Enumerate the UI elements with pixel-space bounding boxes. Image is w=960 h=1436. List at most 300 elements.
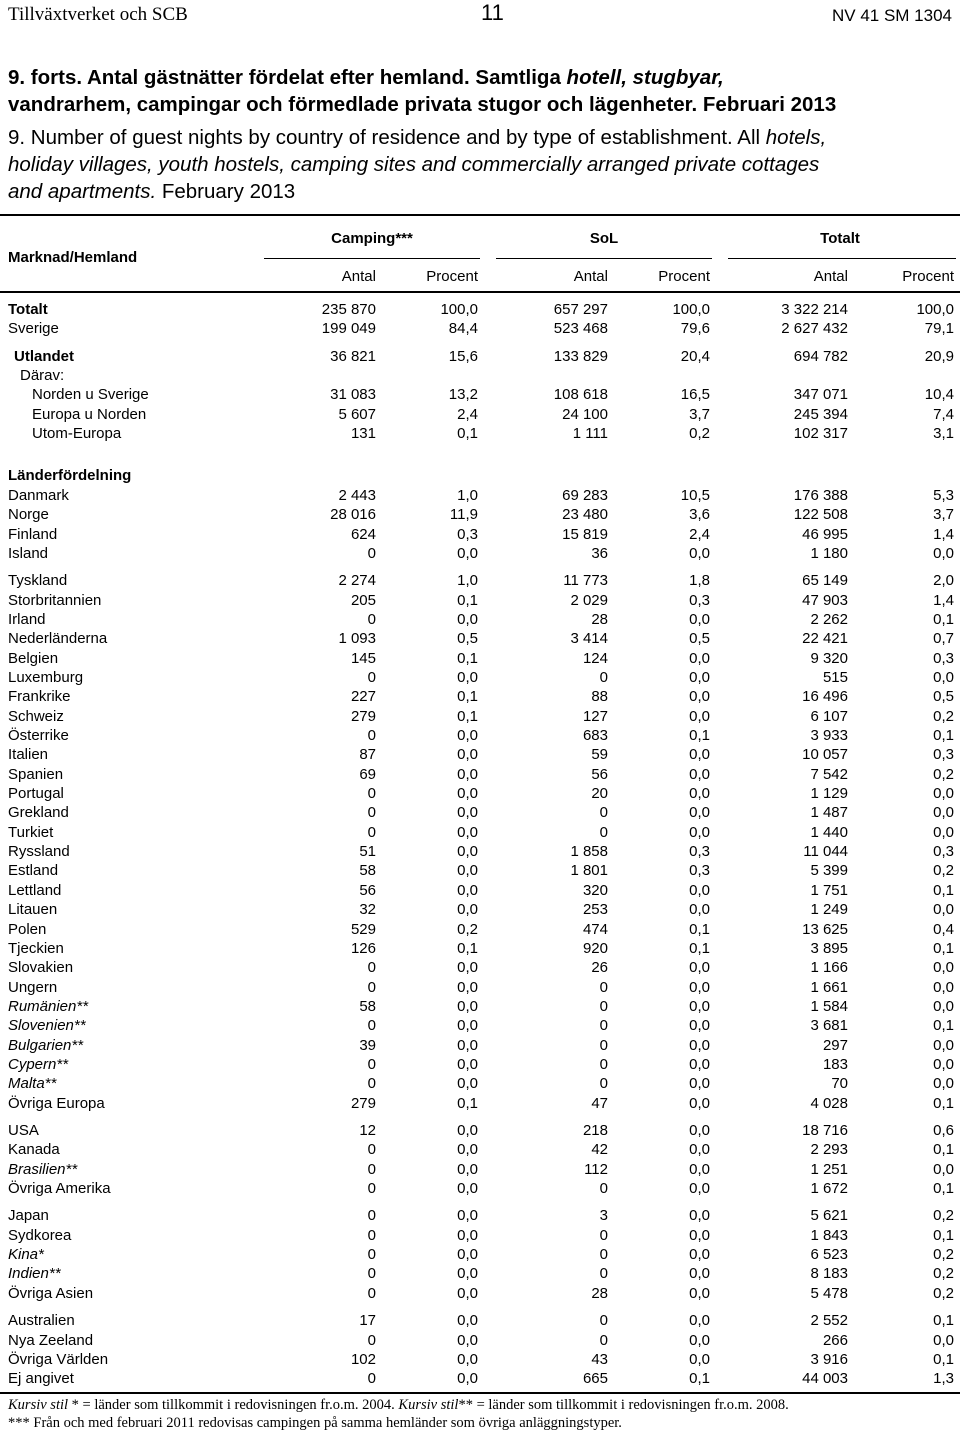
cell-sol-antal: 15 819 (562, 525, 608, 543)
cell-sol-antal: 0 (599, 997, 608, 1015)
cell-totalt-procent: 0,0 (933, 997, 954, 1015)
cell-sol-antal: 474 (582, 920, 608, 938)
cell-totalt-procent: 10,4 (924, 386, 954, 404)
cell-sol-antal: 523 468 (553, 320, 608, 338)
row-label: Polen (8, 920, 47, 938)
cell-sol-antal: 0 (599, 1075, 608, 1093)
cell-sol-procent: 0,0 (689, 1055, 710, 1073)
cell-camping-procent: 0,1 (457, 707, 478, 725)
cell-sol-procent: 0,0 (689, 1094, 710, 1112)
cell-sol-procent: 20,4 (680, 347, 710, 365)
cell-sol-procent: 0,0 (689, 997, 710, 1015)
cell-camping-procent: 0,0 (457, 1017, 478, 1035)
cell-totalt-procent: 0,0 (933, 1036, 954, 1054)
cell-totalt-procent: 1,4 (933, 525, 954, 543)
cell-camping-procent: 1,0 (457, 486, 478, 504)
cell-sol-procent: 0,0 (689, 1180, 710, 1198)
cell-sol-procent: 0,0 (689, 881, 710, 899)
cell-camping-antal: 0 (367, 1207, 376, 1225)
cell-camping-antal: 279 (350, 707, 376, 725)
cell-totalt-procent: 0,2 (933, 707, 954, 725)
row-label: Danmark (8, 486, 69, 504)
cell-camping-antal: 205 (350, 591, 376, 609)
row-label: Spanien (8, 765, 64, 783)
group-rule-totalt (728, 258, 956, 259)
cell-totalt-antal: 70 (831, 1075, 848, 1093)
cell-sol-antal: 133 829 (553, 347, 608, 365)
cell-sol-procent: 0,0 (689, 610, 710, 628)
group-header-totalt: Totalt (820, 230, 860, 247)
cell-sol-procent: 0,0 (689, 544, 710, 562)
cell-totalt-procent: 1,4 (933, 591, 954, 609)
cell-totalt-antal: 266 (822, 1331, 848, 1349)
row-label: Ej angivet (8, 1370, 74, 1388)
cell-camping-procent: 0,0 (457, 785, 478, 803)
cell-totalt-antal: 1 249 (810, 901, 848, 919)
cell-sol-antal: 0 (599, 978, 608, 996)
cell-camping-antal: 0 (367, 1141, 376, 1159)
cell-sol-procent: 0,0 (689, 668, 710, 686)
cell-sol-antal: 0 (599, 1055, 608, 1073)
cell-totalt-antal: 5 399 (810, 862, 848, 880)
cell-totalt-antal: 1 180 (810, 544, 848, 562)
cell-camping-antal: 58 (359, 862, 376, 880)
row-label: Slovenien** (8, 1017, 86, 1035)
row-label: Japan (8, 1207, 49, 1225)
subheader-camping-procent: Procent (426, 268, 478, 285)
footnote-1: Kursiv stil * = länder som tillkommit i redovisningen fr.o.m. 2004. Kursiv stil** = länder som tillkommit i redovisningen fr.o.m. 2008. (8, 1397, 789, 1413)
cell-sol-procent: 0,0 (689, 901, 710, 919)
cell-sol-antal: 28 (591, 610, 608, 628)
row-label: Österrike (8, 727, 69, 744)
cell-sol-procent: 0,0 (689, 823, 710, 841)
cell-totalt-procent: 0,2 (933, 1284, 954, 1302)
cell-totalt-antal: 2 627 432 (781, 320, 848, 338)
cell-camping-antal: 235 870 (321, 301, 376, 318)
cell-totalt-antal: 515 (822, 668, 848, 686)
cell-camping-antal: 0 (367, 544, 376, 562)
cell-totalt-antal: 297 (822, 1036, 848, 1054)
row-label: Norge (8, 506, 49, 524)
cell-totalt-procent: 0,0 (933, 804, 954, 822)
cell-camping-antal: 0 (367, 727, 376, 744)
cell-camping-procent: 0,0 (457, 843, 478, 861)
cell-sol-antal: 0 (599, 1226, 608, 1244)
cell-sol-procent: 0,0 (689, 959, 710, 977)
cell-camping-procent: 13,2 (448, 386, 478, 404)
cell-sol-procent: 2,4 (689, 525, 710, 543)
cell-sol-antal: 253 (582, 901, 608, 919)
cell-camping-antal: 0 (367, 978, 376, 996)
cell-camping-procent: 0,0 (457, 1226, 478, 1244)
cell-totalt-procent: 0,0 (933, 668, 954, 686)
row-label: Ryssland (8, 843, 70, 861)
cell-sol-antal: 218 (582, 1122, 608, 1139)
cell-totalt-procent: 0,1 (933, 1141, 954, 1159)
cell-sol-antal: 20 (591, 785, 608, 803)
row-label: Turkiet (8, 823, 54, 841)
cell-camping-procent: 0,0 (457, 1075, 478, 1093)
cell-totalt-procent: 0,1 (933, 939, 954, 957)
cell-totalt-antal: 44 003 (802, 1370, 848, 1388)
cell-camping-antal: 17 (359, 1312, 376, 1330)
cell-sol-antal: 28 (591, 1284, 608, 1302)
cell-camping-procent: 0,1 (457, 425, 478, 443)
cell-totalt-antal: 5 478 (810, 1284, 848, 1302)
cell-sol-procent: 0,0 (689, 978, 710, 996)
cell-totalt-antal: 11 044 (803, 843, 848, 861)
cell-camping-procent: 0,1 (457, 688, 478, 706)
row-label: Utlandet (14, 347, 74, 365)
cell-totalt-procent: 5,3 (933, 486, 954, 504)
row-label: Litauen (8, 901, 58, 919)
row-label: Irland (8, 610, 46, 628)
cell-camping-antal: 12 (359, 1122, 376, 1139)
cell-camping-antal: 51 (359, 843, 376, 861)
row-label: Belgien (8, 649, 59, 667)
cell-camping-procent: 0,2 (457, 920, 478, 938)
cell-totalt-procent: 0,0 (933, 1075, 954, 1093)
cell-totalt-antal: 3 322 214 (781, 301, 848, 318)
group-header-sol: SoL (589, 230, 619, 247)
row-label: Estland (8, 862, 59, 880)
cell-totalt-antal: 22 421 (802, 630, 848, 648)
cell-camping-procent: 84,4 (448, 320, 478, 338)
cell-sol-procent: 0,0 (689, 1141, 710, 1159)
cell-camping-procent: 0,5 (457, 630, 478, 648)
cell-camping-antal: 0 (367, 1265, 376, 1283)
cell-sol-procent: 0,1 (689, 920, 710, 938)
row-label: Norden u Sverige (32, 386, 149, 404)
cell-camping-antal: 87 (359, 746, 376, 764)
cell-sol-procent: 0,1 (689, 1370, 710, 1388)
cell-totalt-procent: 1,3 (933, 1370, 954, 1388)
cell-sol-procent: 0,0 (689, 1017, 710, 1035)
cell-sol-procent: 0,0 (689, 1246, 710, 1264)
cell-totalt-antal: 47 903 (802, 591, 848, 609)
cell-camping-antal: 69 (359, 765, 376, 783)
row-label: Italien (8, 746, 49, 764)
cell-sol-antal: 108 618 (553, 386, 608, 404)
cell-camping-antal: 0 (367, 1226, 376, 1244)
cell-camping-antal: 624 (350, 525, 376, 543)
cell-totalt-antal: 6 523 (810, 1246, 848, 1264)
cell-sol-antal: 683 (582, 727, 608, 744)
cell-camping-procent: 2,4 (457, 405, 478, 423)
row-label: Storbritannien (8, 591, 102, 609)
row-label: Australien (8, 1312, 75, 1330)
cell-camping-antal: 227 (350, 688, 376, 706)
cell-camping-antal: 0 (367, 785, 376, 803)
cell-camping-procent: 0,0 (457, 668, 478, 686)
subheader-sol-procent: Procent (658, 268, 710, 285)
cell-totalt-antal: 10 057 (802, 746, 848, 764)
cell-sol-antal: 56 (591, 765, 608, 783)
cell-sol-procent: 0,0 (689, 707, 710, 725)
cell-camping-antal: 0 (367, 823, 376, 841)
cell-totalt-procent: 0,2 (933, 1265, 954, 1283)
cell-totalt-antal: 6 107 (810, 707, 848, 725)
cell-camping-antal: 28 016 (330, 506, 376, 524)
cell-camping-antal: 5 607 (338, 405, 376, 423)
cell-sol-antal: 0 (599, 1265, 608, 1283)
row-label: Luxemburg (8, 668, 84, 686)
cell-camping-procent: 11,9 (449, 506, 478, 524)
cell-totalt-antal: 694 782 (793, 347, 848, 365)
cell-sol-antal: 1 858 (570, 843, 608, 861)
cell-camping-procent: 0,0 (457, 544, 478, 562)
footnote-2: *** Från och med februari 2011 redovisas campingen på samma hemländer som övriga anläggningstyper. (8, 1415, 622, 1431)
cell-totalt-antal: 3 916 (810, 1350, 848, 1368)
table-header-rule (0, 291, 960, 293)
row-label: Lettland (8, 881, 62, 899)
row-label: Kanada (8, 1141, 60, 1159)
cell-totalt-antal: 3 933 (810, 727, 848, 744)
cell-totalt-procent: 0,0 (933, 823, 954, 841)
cell-totalt-procent: 0,0 (933, 1160, 954, 1178)
cell-totalt-procent: 2,0 (933, 572, 954, 590)
cell-camping-antal: 31 083 (330, 386, 376, 404)
cell-camping-antal: 0 (367, 1284, 376, 1302)
cell-camping-procent: 15,6 (448, 347, 478, 365)
cell-camping-antal: 0 (367, 1017, 376, 1035)
cell-sol-procent: 0,0 (689, 688, 710, 706)
cell-sol-antal: 23 480 (562, 506, 608, 524)
publisher-label: Tillväxtverket och SCB (8, 4, 188, 25)
cell-totalt-procent: 0,2 (933, 765, 954, 783)
cell-totalt-antal: 3 681 (810, 1017, 848, 1035)
cell-camping-procent: 0,0 (457, 1284, 478, 1302)
cell-camping-procent: 0,0 (457, 1370, 478, 1388)
cell-camping-procent: 0,0 (457, 823, 478, 841)
cell-camping-procent: 0,0 (457, 746, 478, 764)
cell-totalt-antal: 1 487 (810, 804, 848, 822)
cell-totalt-procent: 0,1 (933, 1350, 954, 1368)
cell-totalt-procent: 7,4 (933, 405, 954, 423)
cell-sol-antal: 47 (591, 1094, 608, 1112)
cell-sol-antal: 88 (591, 688, 608, 706)
cell-camping-procent: 0,0 (457, 1141, 478, 1159)
cell-sol-procent: 0,0 (689, 804, 710, 822)
page-number: 11 (481, 0, 504, 25)
cell-totalt-antal: 1 751 (810, 881, 848, 899)
cell-camping-antal: 145 (350, 649, 376, 667)
cell-totalt-procent: 0,4 (933, 920, 954, 938)
row-label: Övriga Europa (8, 1094, 105, 1112)
cell-totalt-antal: 2 293 (810, 1141, 848, 1159)
row-label: Sydkorea (8, 1226, 72, 1244)
subheader-totalt-procent: Procent (902, 268, 954, 285)
cell-sol-antal: 0 (599, 1312, 608, 1330)
cell-camping-procent: 0,0 (457, 1265, 478, 1283)
cell-totalt-procent: 0,1 (933, 610, 954, 628)
cell-sol-procent: 0,0 (689, 1226, 710, 1244)
cell-sol-antal: 69 283 (562, 486, 608, 504)
cell-totalt-procent: 0,2 (933, 1207, 954, 1225)
cell-camping-procent: 0,0 (457, 1055, 478, 1073)
cell-camping-antal: 0 (367, 1246, 376, 1264)
cell-totalt-antal: 4 028 (810, 1094, 848, 1112)
cell-totalt-antal: 16 496 (802, 688, 848, 706)
cell-totalt-antal: 65 149 (802, 572, 848, 590)
cell-totalt-antal: 1 440 (810, 823, 848, 841)
cell-totalt-procent: 20,9 (924, 347, 954, 365)
cell-totalt-procent: 0,0 (933, 544, 954, 562)
group-header-camping: Camping*** (331, 230, 413, 247)
cell-sol-procent: 0,0 (689, 785, 710, 803)
cell-sol-antal: 0 (599, 1246, 608, 1264)
cell-sol-antal: 0 (599, 823, 608, 841)
cell-sol-antal: 2 029 (570, 591, 608, 609)
cell-camping-procent: 0,0 (457, 1207, 478, 1225)
cell-sol-procent: 100,0 (672, 301, 710, 318)
cell-sol-antal: 24 100 (562, 405, 608, 423)
cell-sol-procent: 0,0 (689, 1284, 710, 1302)
row-label: Övriga Asien (8, 1284, 94, 1302)
cell-camping-antal: 199 049 (321, 320, 376, 338)
cell-camping-procent: 0,0 (457, 901, 478, 919)
cell-camping-procent: 0,0 (457, 1160, 478, 1178)
cell-sol-procent: 79,6 (680, 320, 710, 338)
cell-totalt-antal: 245 394 (793, 405, 848, 423)
cell-camping-procent: 0,0 (457, 1246, 478, 1264)
cell-totalt-antal: 5 621 (810, 1207, 848, 1225)
cell-camping-antal: 56 (359, 881, 376, 899)
row-label: Ungern (8, 978, 58, 996)
cell-camping-antal: 0 (367, 1331, 376, 1349)
cell-camping-procent: 0,0 (457, 881, 478, 899)
row-header-label: Marknad/Hemland (8, 249, 138, 266)
cell-sol-antal: 1 801 (570, 862, 608, 880)
cell-totalt-procent: 79,1 (924, 320, 954, 338)
row-label: Indien** (8, 1265, 61, 1283)
cell-sol-antal: 36 (591, 544, 608, 562)
cell-totalt-procent: 0,1 (933, 1312, 954, 1330)
cell-sol-antal: 0 (599, 1331, 608, 1349)
cell-sol-procent: 16,5 (680, 386, 710, 404)
row-label: Länderfördelning (8, 467, 132, 485)
cell-totalt-procent: 0,5 (933, 688, 954, 706)
cell-sol-procent: 0,0 (689, 1160, 710, 1178)
row-label: Nya Zeeland (8, 1331, 94, 1349)
cell-sol-procent: 0,0 (689, 765, 710, 783)
row-label: Sverige (8, 320, 59, 338)
cell-camping-procent: 0,0 (457, 997, 478, 1015)
cell-sol-antal: 3 (599, 1207, 608, 1225)
cell-totalt-procent: 0,7 (933, 630, 954, 648)
cell-totalt-procent: 0,2 (933, 862, 954, 880)
cell-sol-procent: 0,0 (689, 1265, 710, 1283)
cell-camping-procent: 0,0 (457, 765, 478, 783)
cell-camping-antal: 102 (350, 1350, 376, 1368)
subheader-sol-antal: Antal (573, 268, 608, 285)
cell-totalt-procent: 0,0 (933, 1055, 954, 1073)
cell-camping-antal: 0 (367, 610, 376, 628)
row-label: Nederländerna (8, 630, 108, 648)
cell-camping-antal: 0 (367, 1055, 376, 1073)
row-label: USA (8, 1122, 39, 1139)
cell-sol-antal: 657 297 (553, 301, 608, 318)
cell-camping-procent: 0,0 (457, 1122, 478, 1139)
group-rule-camping (264, 258, 480, 259)
group-rule-sol (496, 258, 712, 259)
cell-totalt-antal: 1 672 (810, 1180, 848, 1198)
cell-camping-antal: 0 (367, 1160, 376, 1178)
cell-camping-antal: 58 (359, 997, 376, 1015)
row-label: Bulgarien** (8, 1036, 84, 1054)
cell-camping-procent: 0,1 (457, 591, 478, 609)
row-label: Därav: (20, 367, 65, 385)
cell-sol-antal: 0 (599, 1017, 608, 1035)
cell-sol-procent: 10,5 (680, 486, 710, 504)
cell-totalt-antal: 1 129 (810, 785, 848, 803)
cell-totalt-antal: 3 895 (810, 939, 848, 957)
cell-totalt-procent: 0,0 (933, 785, 954, 803)
cell-sol-antal: 59 (591, 746, 608, 764)
cell-sol-antal: 0 (599, 668, 608, 686)
cell-sol-procent: 3,7 (689, 405, 710, 423)
cell-totalt-procent: 0,1 (933, 1226, 954, 1244)
cell-camping-antal: 279 (350, 1094, 376, 1112)
row-label: Grekland (8, 804, 69, 822)
row-label: Cypern** (8, 1055, 69, 1073)
cell-camping-antal: 32 (359, 901, 376, 919)
cell-totalt-procent: 3,7 (933, 506, 954, 524)
cell-sol-procent: 0,0 (689, 1207, 710, 1225)
table-title-english: 9. Number of guest nights by country of residence and by type of establishment. All hotels, holiday villages, youth hostels, camping sites and commercially arranged private cottages and apartments. February 2013 (8, 126, 827, 203)
cell-totalt-antal: 1 251 (810, 1160, 848, 1178)
row-label: Totalt (8, 301, 48, 318)
cell-sol-procent: 0,0 (689, 649, 710, 667)
cell-camping-procent: 0,1 (457, 939, 478, 957)
cell-totalt-antal: 9 320 (810, 649, 848, 667)
cell-sol-antal: 665 (582, 1370, 608, 1388)
cell-camping-procent: 0,0 (457, 804, 478, 822)
cell-camping-procent: 1,0 (457, 572, 478, 590)
cell-totalt-antal: 7 542 (810, 765, 848, 783)
row-label: Brasilien** (8, 1160, 78, 1178)
cell-camping-antal: 126 (350, 939, 376, 957)
cell-camping-antal: 131 (350, 425, 376, 443)
cell-sol-antal: 124 (582, 649, 608, 667)
cell-camping-antal: 2 443 (338, 486, 376, 504)
cell-sol-procent: 0,0 (689, 1331, 710, 1349)
row-label: Rumänien** (8, 997, 89, 1015)
cell-totalt-procent: 0,2 (933, 1246, 954, 1264)
series-code: NV 41 SM 1304 (831, 6, 952, 25)
cell-camping-antal: 0 (367, 804, 376, 822)
cell-sol-antal: 26 (591, 959, 608, 977)
cell-sol-procent: 0,0 (689, 1075, 710, 1093)
cell-camping-procent: 0,3 (457, 525, 478, 543)
cell-camping-procent: 0,0 (457, 727, 478, 744)
cell-totalt-procent: 3,1 (933, 425, 954, 443)
cell-sol-antal: 43 (591, 1350, 608, 1368)
cell-sol-antal: 112 (584, 1160, 608, 1178)
cell-sol-procent: 1,8 (689, 572, 710, 590)
cell-sol-procent: 0,5 (689, 630, 710, 648)
cell-totalt-antal: 176 388 (793, 486, 848, 504)
cell-camping-procent: 0,0 (457, 1331, 478, 1349)
cell-camping-antal: 1 093 (338, 630, 376, 648)
cell-camping-procent: 0,0 (457, 1350, 478, 1368)
cell-totalt-antal: 347 071 (793, 386, 848, 404)
row-label: Kina* (8, 1246, 44, 1264)
row-label: Övriga Amerika (8, 1180, 111, 1198)
cell-totalt-antal: 1 166 (810, 959, 848, 977)
cell-sol-procent: 0,0 (689, 746, 710, 764)
cell-sol-antal: 1 111 (572, 425, 608, 443)
